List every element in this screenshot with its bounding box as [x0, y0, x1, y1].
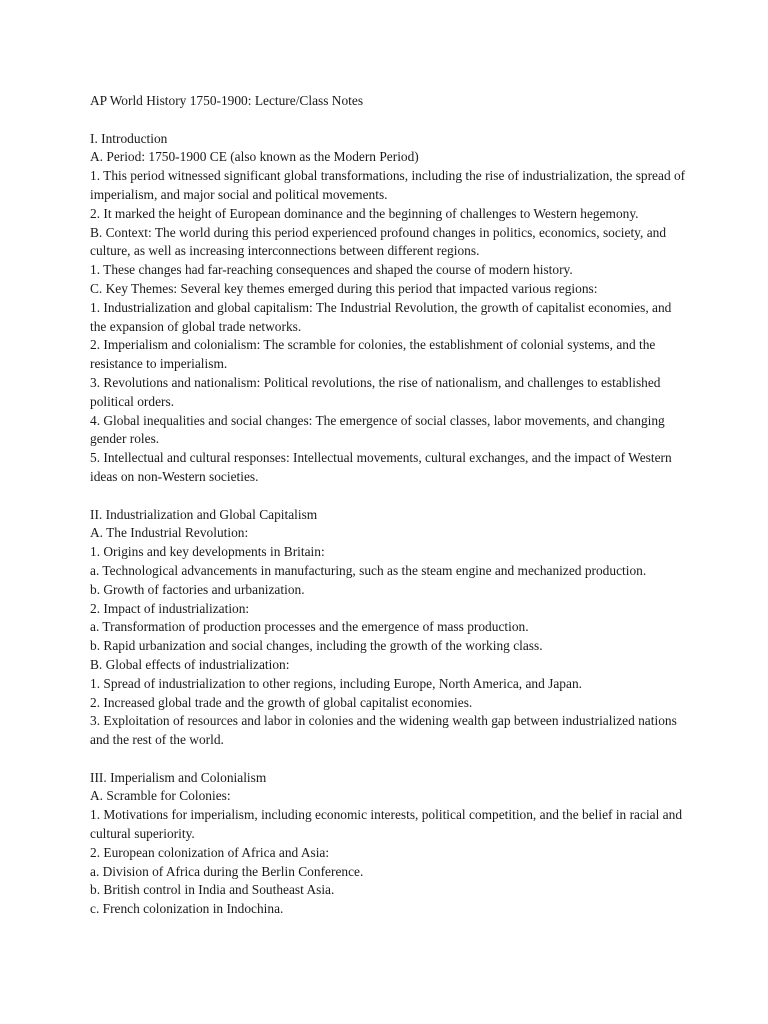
text-line: 2. European colonization of Africa and Asia:: [90, 844, 330, 860]
section-heading: III. Imperialism and Colonialism: [90, 769, 267, 785]
text-line: A. The Industrial Revolution:: [90, 525, 249, 541]
text-line: 4. Global inequalities and social changes: The emergence of social classes, labor movements, and changing gender roles.: [90, 412, 665, 447]
text-line: B. Context: The world during this period experienced profound changes in politics, economics, society, and culture, as well as increasing interconnections between different regions.: [90, 224, 667, 259]
section-heading: I. Introduction: [90, 130, 168, 146]
text-line: 2. Impact of industrialization:: [90, 600, 250, 616]
text-line: 1. Origins and key developments in Britain:: [90, 544, 325, 560]
paragraph-gap: [90, 750, 690, 769]
document-body: [90, 92, 690, 919]
document-title: AP World History 1750-1900: Lecture/Class Notes: [90, 93, 364, 108]
text-line: b. Growth of factories and urbanization.: [90, 581, 305, 597]
text-line: 2. It marked the height of European dominance and the beginning of challenges to Western hegemony.: [90, 205, 639, 221]
text-line: B. Global effects of industrialization:: [90, 656, 290, 672]
text-line: 1. Motivations for imperialism, including economic interests, political competition, and the belief in racial and cultural superiority.: [90, 807, 683, 842]
text-line: a. Transformation of production processes and the emergence of mass production.: [90, 619, 529, 635]
text-line: c. French colonization in Indochina.: [90, 901, 284, 917]
section-industrialization: [90, 506, 690, 750]
text-line: 3. Exploitation of resources and labor in colonies and the widening wealth gap between industrialized nations and the rest of the world.: [90, 713, 677, 748]
paragraph-gap: [90, 111, 690, 130]
text-line: 3. Revolutions and nationalism: Political revolutions, the rise of nationalism, and challenges to established political orders.: [90, 374, 661, 409]
text-line: 2. Increased global trade and the growth of global capitalist economies.: [90, 694, 473, 710]
text-line: 5. Intellectual and cultural responses: Intellectual movements, cultural exchanges, and the impact of Western ideas on non-Western societies.: [90, 450, 672, 484]
text-line: 1. Industrialization and global capitalism: The Industrial Revolution, the growth of capitalist economies, and the expansion of global trade networks.: [90, 299, 672, 334]
text-line: 1. Spread of industrialization to other regions, including Europe, North America, and Japan.: [90, 675, 582, 691]
text-line: C. Key Themes: Several key themes emerged during this period that impacted various regions:: [90, 280, 598, 296]
text-line: 2. Imperialism and colonialism: The scramble for colonies, the establishment of colonial systems, and the resistance to imperialism.: [90, 337, 656, 372]
text-line: a. Technological advancements in manufacturing, such as the steam engine and mechanized production.: [90, 562, 647, 578]
text-line: A. Period: 1750-1900 CE (also known as the Modern Period): [90, 149, 419, 165]
paragraph-gap: [90, 487, 690, 506]
text-line: 1. These changes had far-reaching consequences and shaped the course of modern history.: [90, 262, 573, 278]
text-line: a. Division of Africa during the Berlin Conference.: [90, 863, 364, 879]
text-line: 1. This period witnessed significant global transformations, including the rise of industrialization, the spread of imperialism, and major social and political movements.: [90, 168, 686, 202]
text-line: b. British control in India and Southeast Asia.: [90, 882, 335, 898]
text-line: A. Scramble for Colonies:: [90, 788, 231, 804]
section-heading: II. Industrialization and Global Capitalism: [90, 506, 318, 522]
section-introduction: [90, 130, 690, 487]
section-imperialism: [90, 769, 690, 919]
text-line: b. Rapid urbanization and social changes, including the growth of the working class.: [90, 638, 543, 654]
